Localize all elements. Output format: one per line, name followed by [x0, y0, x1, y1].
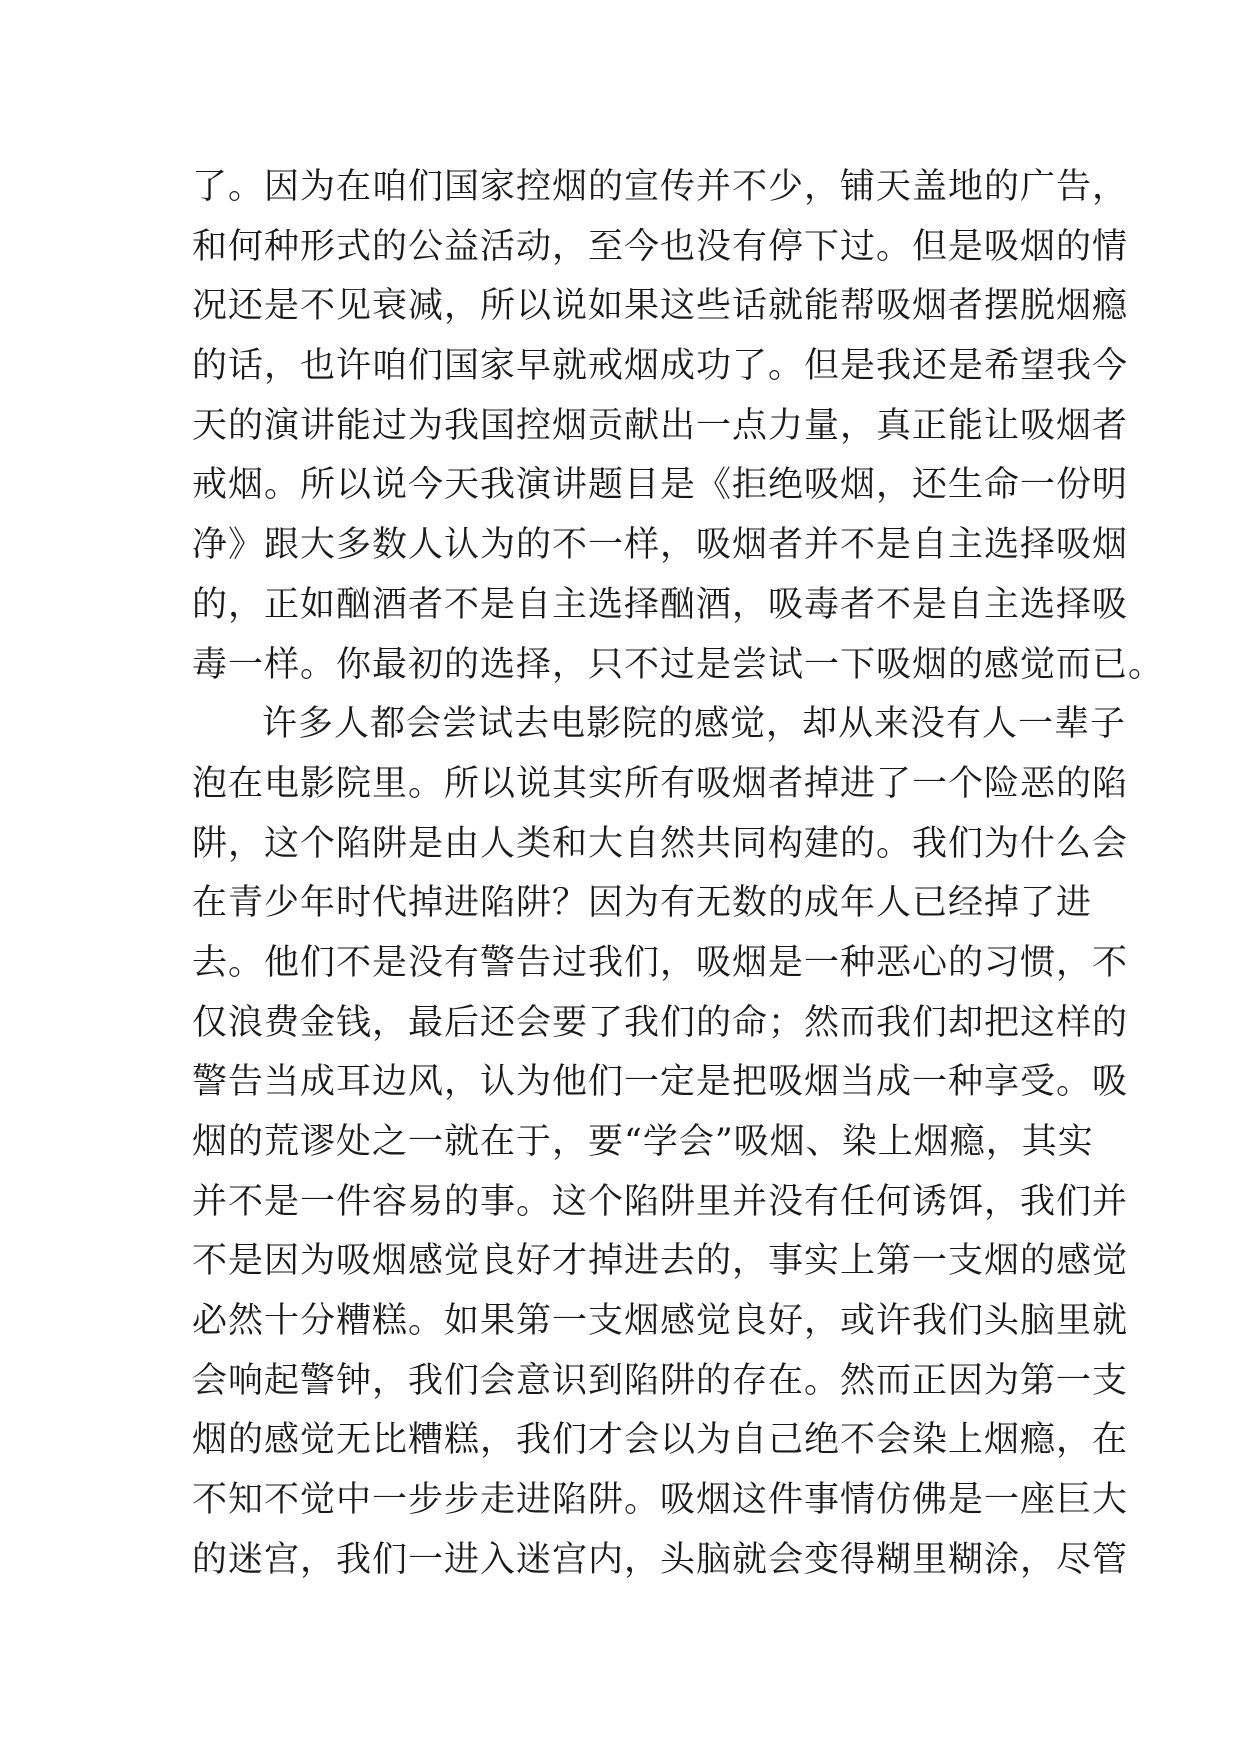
text-line: 不是因为吸烟感觉良好才掉进去的，事实上第一支烟的感觉: [192, 1241, 1129, 1282]
text-line: 毒一样。你最初的选择，只不过是尝试一下吸烟的感觉而已。: [192, 644, 1165, 685]
text-line: 去。他们不是没有警告过我们，吸烟是一种恶心的习惯，不: [192, 942, 1129, 983]
text-line: 在青少年时代掉进陷阱？因为有无数的成年人已经掉了进: [192, 883, 1093, 924]
text-line: 会响起警钟，我们会意识到陷阱的存在。然而正因为第一支: [192, 1360, 1129, 1401]
text-line: 和何种形式的公益活动，至今也没有停下过。但是吸烟的情: [192, 226, 1129, 267]
text-line: 的，正如酗酒者不是自主选择酗酒，吸毒者不是自主选择吸: [192, 584, 1129, 625]
text-line: 净》跟大多数人认为的不一样，吸烟者并不是自主选择吸烟: [192, 525, 1129, 566]
text-line: 仅浪费金钱，最后还会要了我们的命；然而我们却把这样的: [192, 1002, 1129, 1043]
text-line: 泡在电影院里。所以说其实所有吸烟者掉进了一个险恶的陷: [192, 763, 1129, 804]
text-line: 烟的感觉无比糟糕，我们才会以为自己绝不会染上烟瘾，在: [192, 1420, 1129, 1461]
text-line: 必然十分糟糕。如果第一支烟感觉良好，或许我们头脑里就: [192, 1301, 1129, 1342]
paragraph: [192, 158, 1165, 695]
document-body: [192, 158, 1165, 1591]
text-line: 警告当成耳边风，认为他们一定是把吸烟当成一种享受。吸: [192, 1062, 1129, 1103]
text-line: 天的演讲能过为我国控烟贡献出一点力量，真正能让吸烟者: [192, 405, 1129, 446]
text-line: 并不是一件容易的事。这个陷阱里并没有任何诱饵，我们并: [192, 1181, 1129, 1222]
text-line: 况还是不见衰减，所以说如果这些话就能帮吸烟者摆脱烟瘾: [192, 286, 1129, 327]
text-line: 戒烟。所以说今天我演讲题目是《拒绝吸烟，还生命一份明: [192, 465, 1129, 506]
paragraph: [192, 695, 1129, 1590]
text-line: 的迷宫，我们一进入迷宫内，头脑就会变得糊里糊涂，尽管: [192, 1539, 1129, 1580]
text-line: 了。因为在咱们国家控烟的宣传并不少，铺天盖地的广告，: [192, 167, 1129, 207]
text-line: 不知不觉中一步步走进陷阱。吸烟这件事情仿佛是一座巨大: [192, 1480, 1129, 1521]
text-line: 的话，也许咱们国家早就戒烟成功了。但是我还是希望我今: [192, 346, 1129, 387]
text-line: 阱，这个陷阱是由人类和大自然共同构建的。我们为什么会: [192, 823, 1129, 864]
text-line: 烟的荒谬处之一就在于，要“学会”吸烟、染上烟瘾，其实: [192, 1122, 1094, 1162]
text-line: 许多人都会尝试去电影院的感觉，却从来没有人一辈子: [262, 704, 1127, 745]
